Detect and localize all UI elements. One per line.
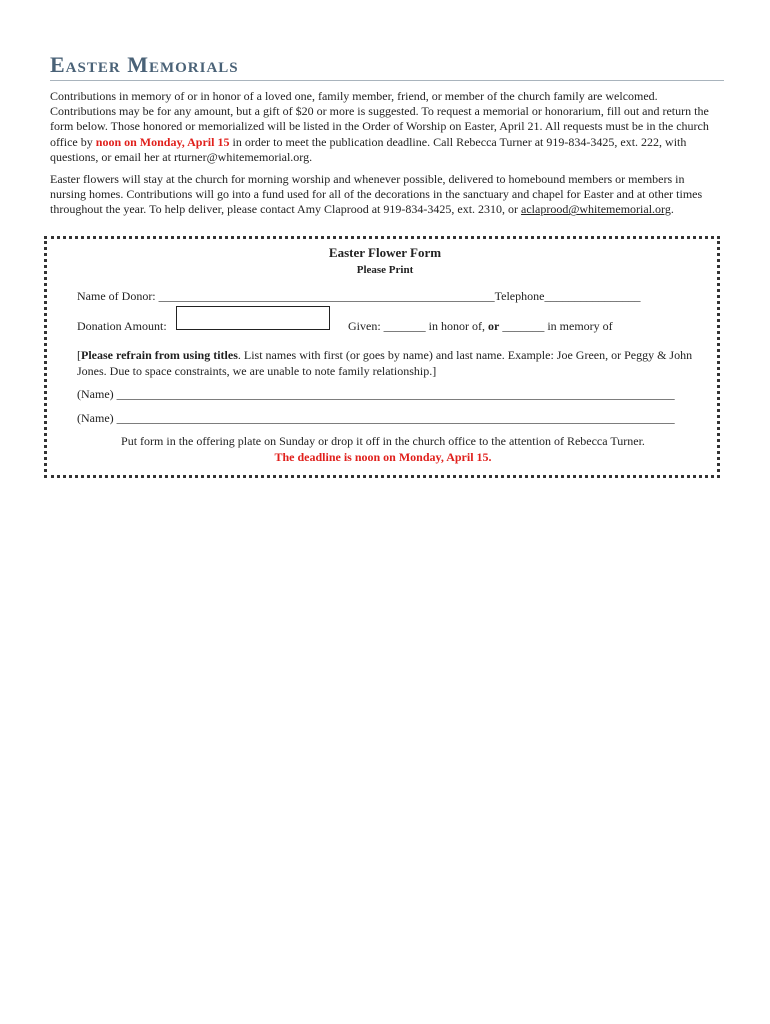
name-field-2[interactable]: (Name) _____________________________________________________________________________________________ xyxy=(77,411,675,425)
title-divider xyxy=(50,80,724,81)
form-deadline: The deadline is noon on Monday, April 15. xyxy=(274,450,492,464)
form-title: Easter Flower Form xyxy=(328,245,442,260)
intro-paragraph xyxy=(50,89,720,165)
memory-option: _______ in memory of xyxy=(499,319,613,333)
page-title: Easter Memorials xyxy=(50,52,239,77)
form-note: [Please refrain from using titles. List names with first (or goes by name) and last name. Example: Joe Green, or Peggy & John Jones. Due to space constraints, we are unable to note family relationship.] xyxy=(77,348,693,378)
flowers-paragraph xyxy=(50,172,720,218)
intro-text-end: in order to meet the publication deadline. Call Rebecca Turner at 919-834-3425, ext. 222, with questions, or email her at rturner@whitememorial.org. xyxy=(50,134,687,164)
form-instructions: Put form in the offering plate on Sunday or drop it off in the church office to the attention of Rebecca Turner. xyxy=(121,434,645,448)
donation-amount-label: Donation Amount: xyxy=(77,319,167,333)
form-subtitle: Please Print xyxy=(356,264,414,276)
flowers-text: Easter flowers will stay at the church for morning worship and whenever possible, delivered to homebound members or members in nursing homes. Contributions will go into a fund used for all of the decorations in the sanctuary and chapel for Easter and at other times throughout the year. To help deliver, please contact Amy Claprood at 919-834-3425, ext. 2310, or xyxy=(50,172,703,217)
donation-amount-input[interactable] xyxy=(176,306,330,330)
given-row[interactable] xyxy=(348,319,613,334)
name-field-1[interactable]: (Name) _____________________________________________________________________________________________ xyxy=(77,387,675,401)
or-word: or xyxy=(488,319,500,333)
note-text: . List names with first (or goes by name) and last name. Example: Joe Green, or Peggy & John Jones. Due to space constraints, we are unable to note family relationship.] xyxy=(77,348,693,378)
note-bold: Please refrain from using titles xyxy=(81,348,238,362)
intro-text: Contributions in memory of or in honor of a loved one, family member, friend, or member of the church family are welcomed. Contributions may be for any amount, but a gift of $20 or more is suggested. To request a memorial or honorarium, fill out and return the form below. Those honored or memorialized will be listed in the Order of Worship on Easter, April 21. All requests must be in the church office by xyxy=(50,89,709,149)
flowers-end: . xyxy=(670,202,674,217)
intro-deadline: noon on Monday, April 15 xyxy=(95,134,230,149)
honor-option: Given: _______ in honor of, xyxy=(348,319,488,333)
donor-name-field[interactable]: Name of Donor: ________________________________________________________Telephone________________ xyxy=(77,289,641,303)
email-link[interactable]: aclaprood@whitememorial.org xyxy=(521,202,671,217)
